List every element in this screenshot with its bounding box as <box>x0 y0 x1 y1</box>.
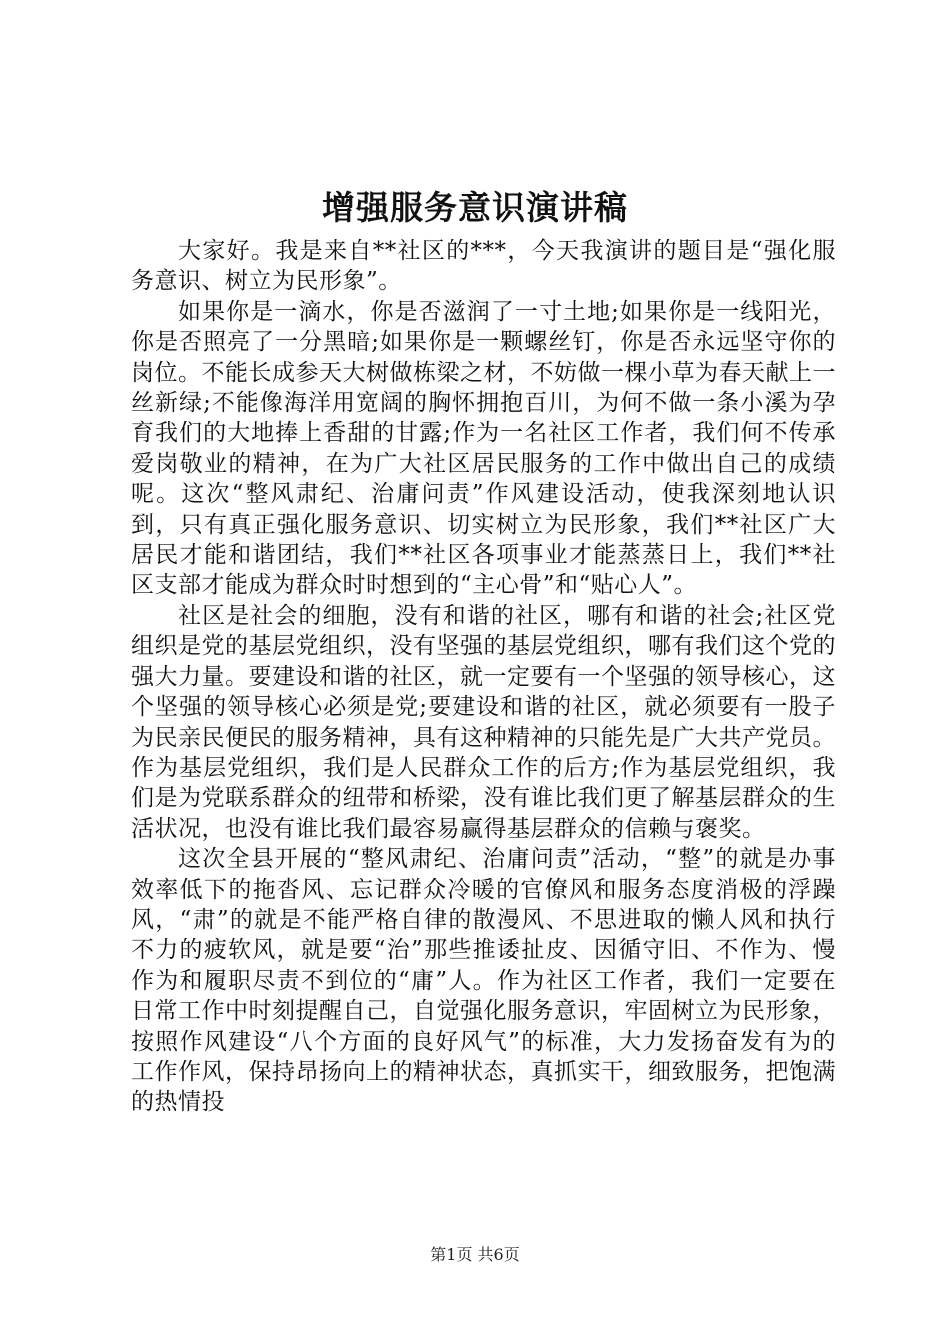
paragraph-1: 大家好。我是来自**社区的***，今天我演讲的题目是“强化服务意识、树立为民形象”。 <box>131 238 836 295</box>
paragraph-4: 这次全县开展的“整风肃纪、治庸问责”活动，“整”的就是办事效率低下的拖沓风、忘记群众冷暖的官僚风和服务态度消极的浮躁风，“肃”的就是不能严格自律的散漫风、不思进取的懒人风和执行不力的疲软风，就是要“治”那些推诿扯皮、因循守旧、不作为、慢作为和履职尽责不到位的“庸”人。作为社区工作者，我们一定要在日常工作中时刻提醒自己，自觉强化服务意识，牢固树立为民形象，按照作风建设“八个方面的良好风气”的标准，大力发扬奋发有为的工作作风，保持昂扬向上的精神状态，真抓实干，细致服务，把饱满的热情投 <box>131 846 836 1116</box>
document-title: 增强服务意识演讲稿 <box>322 188 628 227</box>
paragraph-3: 社区是社会的细胞，没有和谐的社区，哪有和谐的社会;社区党组织是党的基层党组织，没有坚强的基层党组织，哪有我们这个党的强大力量。要建设和谐的社区，就一定要有一个坚强的领导核心，这个坚强的领导核心必须是党;要建设和谐的社区，就必须要有一股子为民亲民便民的服务精神，具有这种精神的只能先是广大共产党员。作为基层党组织，我们是人民群众工作的后方;作为基层党组织，我们是为党联系群众的纽带和桥梁，没有谁比我们更了解基层群众的生活状况，也没有谁比我们最容易赢得基层群众的信赖与褒奖。 <box>131 602 836 842</box>
paragraph-2: 如果你是一滴水，你是否滋润了一寸土地;如果你是一线阳光，你是否照亮了一分黑暗;如果你是一颗螺丝钉，你是否永远坚守你的岗位。不能长成参天大树做栋梁之材，不妨做一棵小草为春天献上一丝新绿;不能像海洋用宽阔的胸怀拥抱百川，为何不做一条小溪为孕育我们的大地捧上香甜的甘露;作为一名社区工作者，我们何不传承爱岗敬业的精神，在为广大社区居民服务的工作中做出自己的成绩呢。这次“整风肃纪、治庸问责”作风建设活动，使我深刻地认识到，只有真正强化服务意识、切实树立为民形象，我们**社区广大居民才能和谐团结，我们**社区各项事业才能蒸蒸日上，我们**社区支部才能成为群众时时想到的“主心骨”和“贴心人”。 <box>131 298 836 599</box>
document-body <box>131 236 836 1118</box>
page-number-footer: 第1页 共6页 <box>430 1245 520 1264</box>
